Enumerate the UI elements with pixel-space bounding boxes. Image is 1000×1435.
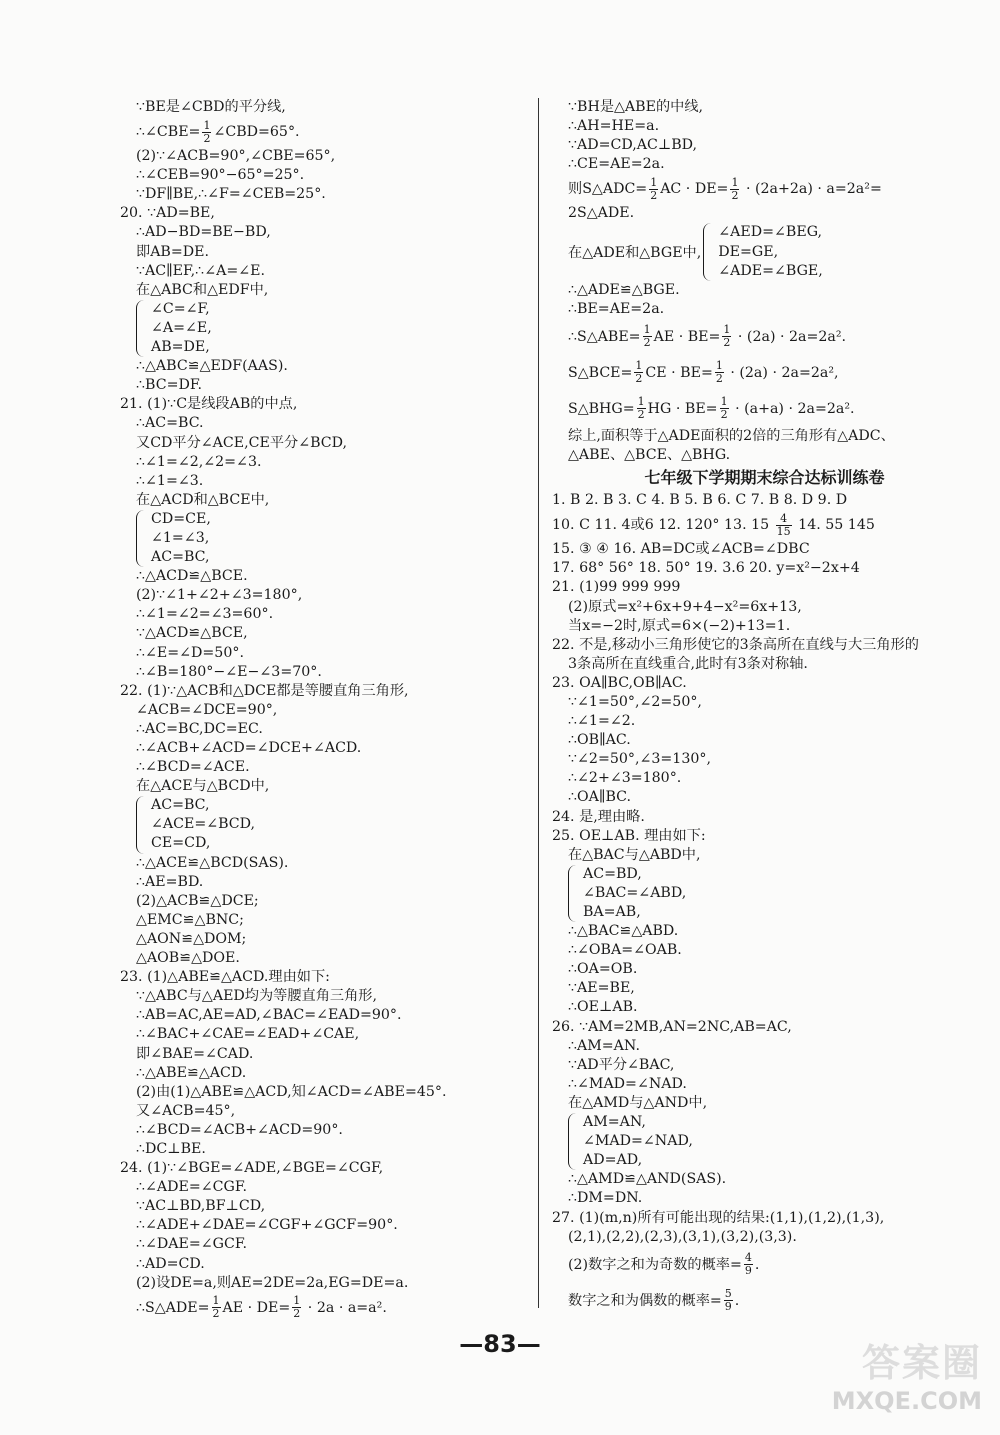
text-line <box>552 540 977 559</box>
line-text: ∴△ABE≌△ACD. <box>136 1064 247 1081</box>
fraction-denominator: 2 <box>203 131 211 145</box>
line-text: ∴∠ACB+∠ACD=∠DCE+∠ACD. <box>136 740 362 756</box>
line-text: ∵△ABC与△AED均为等腰直角三角形, <box>136 988 378 1005</box>
text-line <box>120 453 520 472</box>
section-title: 七年级下学期期末综合达标训练卷 <box>644 468 885 488</box>
line-text: (2)原式=x²+6x+9+4−x²=6x+13, <box>568 598 802 615</box>
line-text: 1. B 2. B 3. C 4. B 5. B 6. C 7. B 8. D 9. D <box>552 492 848 509</box>
text-line <box>552 636 977 655</box>
text-line <box>120 223 520 242</box>
text-line <box>120 949 520 968</box>
watermark-logo <box>832 1332 982 1415</box>
text-line <box>552 136 977 155</box>
line-text: ∵BE是∠CBD的平分线, <box>136 99 286 115</box>
line-text: ∴AB=AC,AE=AD,∠BAC=∠EAD=90°. <box>136 1007 402 1024</box>
system-row: AB=DE, <box>151 339 210 356</box>
line-text: S△BHG= <box>568 400 635 417</box>
line-text: . <box>734 1292 740 1309</box>
line-text: ∵AC⊥BD,BF⊥CD, <box>136 1198 266 1215</box>
line-text: ∴∠BAC+∠CAE=∠EAD+∠CAE, <box>136 1026 360 1043</box>
line-text: ∴∠BCD=∠ACE. <box>136 759 250 776</box>
line-text: ∴∠BCD=∠ACB+∠ACD=90°. <box>136 1121 343 1138</box>
text-line <box>120 98 520 117</box>
line-text: 则S△ADC= <box>568 181 648 198</box>
line-text: 在△BAC与△ABD中, <box>568 846 701 863</box>
line-text: 24. (1)∵∠BGE=∠ADE,∠BGE=∠CGF, <box>120 1160 384 1177</box>
system-row: DE=GE, <box>718 243 779 260</box>
line-text: ∴△ABC≌△EDF(AAS). <box>136 358 288 375</box>
text-line <box>120 854 520 873</box>
text-line <box>120 472 520 491</box>
line-text: 21. (1)99 999 999 <box>552 579 681 596</box>
line-text: 22. (1)∵△ACB和△DCE都是等腰直角三角形, <box>120 682 409 699</box>
text-line <box>552 750 977 769</box>
text-line <box>552 674 977 693</box>
text-line <box>552 655 977 674</box>
fraction-numerator: 1 <box>203 118 211 132</box>
fraction <box>715 360 724 385</box>
text-line <box>552 827 977 846</box>
text-line <box>552 391 977 427</box>
fraction <box>724 1288 733 1313</box>
fraction-numerator: 1 <box>637 395 645 409</box>
fraction <box>643 324 652 349</box>
text-line <box>552 998 977 1017</box>
fraction-denominator: 2 <box>720 408 728 422</box>
line-text: ∴∠B=180°−∠E−∠3=70°. <box>136 663 322 680</box>
fraction-numerator: 1 <box>720 395 728 409</box>
text-line <box>552 598 977 617</box>
line-text: (2)由(1)△ABE≌△ACD,知∠ACD=∠ABE=45°. <box>136 1083 447 1100</box>
fraction-numerator: 1 <box>293 1294 301 1308</box>
text-line <box>552 1056 977 1075</box>
line-text: (2)数字之和为奇数的概率= <box>568 1256 742 1273</box>
fraction <box>634 360 643 385</box>
text-line <box>120 701 520 720</box>
text-line <box>120 644 520 663</box>
text-line <box>552 559 977 578</box>
text-line <box>120 357 520 376</box>
text-line <box>120 147 520 166</box>
fraction-denominator: 2 <box>650 188 658 202</box>
text-line <box>552 355 977 391</box>
line-text: ∴△ACE≌△BCD(SAS). <box>136 854 289 871</box>
system-row: ∠1=∠3, <box>151 529 210 546</box>
text-line <box>552 204 977 223</box>
fraction-numerator: 1 <box>715 359 723 373</box>
system-row: ∠ACE=∠BCD, <box>151 816 256 833</box>
line-text: · (a+a) · 2a=2a². <box>730 400 855 417</box>
fraction <box>722 324 731 349</box>
system-row: CE=CD, <box>151 835 211 852</box>
fraction <box>292 1295 301 1320</box>
line-text: ∴∠1=∠3. <box>136 472 204 489</box>
text-line <box>552 446 977 465</box>
system-row: AD=AD, <box>583 1152 643 1169</box>
text-line <box>120 911 520 930</box>
line-text: ∴∠ADE+∠DAE=∠CGF+∠GCF=90°. <box>136 1217 398 1234</box>
line-text: 即∠BAE=∠CAD. <box>136 1045 254 1062</box>
line-text: ∴∠CEB=90°−65°=25°. <box>136 167 305 184</box>
fraction-numerator: 1 <box>650 175 658 189</box>
fraction-denominator: 2 <box>715 372 723 386</box>
text-line <box>120 204 520 223</box>
line-text: ∴△ADE≌△BGE. <box>568 281 680 298</box>
fraction-denominator: 2 <box>643 336 651 350</box>
line-text: ∴△BAC≌△ABD. <box>568 923 679 940</box>
line-text: ∠ACB=∠DCE=90°, <box>136 701 278 718</box>
text-line <box>120 1025 520 1044</box>
system-row: ∠C=∠F, <box>151 300 210 317</box>
line-text: ∴CE=AE=2a. <box>568 156 665 173</box>
text-line <box>120 166 520 185</box>
line-text: 2S△ADE. <box>568 205 635 222</box>
text-line <box>120 586 520 605</box>
fraction <box>776 513 792 538</box>
line-text: ∴∠2+∠3=180°. <box>568 770 682 787</box>
line-text: ∴OB∥AC. <box>568 732 631 749</box>
line-text: ∵AD=CD,AC⊥BD, <box>568 137 698 154</box>
text-line <box>120 758 520 777</box>
line-text: ∵△ACD≌△BCE, <box>136 625 248 642</box>
line-text: 25. OE⊥AB. 理由如下: <box>552 827 706 844</box>
fraction <box>637 396 646 421</box>
line-text: ∴BC=DF. <box>136 377 202 394</box>
fraction-denominator: 2 <box>293 1307 301 1321</box>
text-line <box>120 117 520 147</box>
line-text: 在△AMD与△AND中, <box>568 1094 708 1111</box>
text-line <box>120 1274 520 1293</box>
line-text: ∴∠MAD=∠NAD. <box>568 1075 687 1092</box>
fraction-numerator: 1 <box>723 323 731 337</box>
text-line <box>552 1228 977 1247</box>
watermark-line2: MXQE.COM <box>831 1387 982 1415</box>
line-text: ∵AD平分∠BAC, <box>568 1056 675 1073</box>
line-text: 23. OA∥BC,OB∥AC. <box>552 674 687 691</box>
system-row: ∠AED=∠BEG, <box>718 224 823 241</box>
line-text: 综上,面积等于△ADE面积的2倍的三角形有△ADC、 <box>568 427 895 444</box>
left-brace <box>568 1113 579 1170</box>
fraction <box>202 120 211 145</box>
text-line <box>552 117 977 136</box>
left-brace <box>136 300 147 357</box>
fraction-numerator: 1 <box>731 175 739 189</box>
fraction <box>649 177 658 202</box>
text-line <box>552 98 977 117</box>
equation-system <box>552 223 977 280</box>
line-text: 26. ∵AM=2MB,AN=2NC,AB=AC, <box>552 1018 792 1035</box>
line-text: AE · DE= <box>222 1299 291 1316</box>
text-line <box>552 174 977 204</box>
text-line <box>120 777 520 796</box>
line-text: ∴AE=BD. <box>136 873 204 890</box>
line-text: (2)设DE=a,则AE=2DE=2a,EG=DE=a. <box>136 1274 409 1291</box>
line-text: ∴∠E=∠D=50°. <box>136 644 244 661</box>
text-line <box>120 987 520 1006</box>
line-text: 14. 55 145 <box>793 517 875 534</box>
text-line <box>552 1283 977 1319</box>
line-text: ∴∠ADE=∠CGF. <box>136 1179 247 1196</box>
line-text: ∴∠1=∠2=∠3=60°. <box>136 606 274 623</box>
text-line <box>552 319 977 355</box>
fraction-numerator: 4 <box>776 513 792 526</box>
line-text: 10. C 11. 4或6 12. 120° 13. 15 <box>552 517 774 534</box>
equation-system <box>552 1113 977 1170</box>
text-line <box>552 846 977 865</box>
line-text: △ABE、△BCE、△BHG. <box>568 447 731 464</box>
left-column <box>120 98 520 1323</box>
line-text: ∴OA=OB. <box>568 961 638 978</box>
line-text: 20. ∵AD=BE, <box>120 205 215 222</box>
text-line <box>552 155 977 174</box>
text-line <box>120 892 520 911</box>
line-text: 21. (1)∵C是线段AB的中点, <box>120 396 298 413</box>
line-text: ∠CBD=65°. <box>213 124 300 141</box>
line-text: 即AB=DE. <box>136 243 209 260</box>
fraction <box>720 396 729 421</box>
text-line <box>120 281 520 300</box>
line-text: 17. 68° 56° 18. 50° 19. 3.6 20. y=x²−2x+4 <box>552 560 860 577</box>
column-divider <box>538 98 539 1308</box>
line-text: · 2a · a=a². <box>303 1299 387 1316</box>
text-line <box>120 1102 520 1121</box>
system-row: ∠ADE=∠BGE, <box>718 262 823 279</box>
text-line <box>120 1006 520 1025</box>
line-text: S△BCE= <box>568 364 633 381</box>
text-line <box>552 1037 977 1056</box>
system-row: AC=BC, <box>151 549 210 566</box>
system-row: BA=AB, <box>583 904 641 920</box>
text-line <box>552 960 977 979</box>
text-line <box>120 930 520 949</box>
text-line <box>120 1045 520 1064</box>
line-text: · (2a) · 2a=2a². <box>733 328 847 345</box>
text-line <box>120 1255 520 1274</box>
text-line <box>120 1083 520 1102</box>
line-text: ∴S△ADE= <box>136 1299 210 1316</box>
text-line <box>120 434 520 453</box>
fraction <box>212 1295 221 1320</box>
text-line <box>120 1159 520 1178</box>
right-column <box>552 98 977 1319</box>
fraction-denominator: 15 <box>776 524 791 538</box>
line-text: ∴∠CBE= <box>136 124 201 141</box>
text-line <box>552 617 977 636</box>
line-text: ∴∠OBA=∠OAB. <box>568 942 682 959</box>
line-text: ∴S△ABE= <box>568 328 641 345</box>
line-text: 3条高所在直线重合,此时有3条对称轴. <box>568 655 808 672</box>
line-text: ∴AC=BC. <box>136 415 204 432</box>
line-text: 又∠ACB=45°, <box>136 1102 236 1119</box>
line-text: 27. (1)(m,n)所有可能出现的结果:(1,1),(1,2),(1,3), <box>552 1209 885 1226</box>
fraction-denominator: 2 <box>212 1307 220 1321</box>
text-line <box>552 1247 977 1283</box>
line-text: ∴△AMD≌△AND(SAS). <box>568 1171 727 1188</box>
text-line <box>120 1197 520 1216</box>
line-text: ∴∠1=∠2. <box>568 713 636 730</box>
text-line <box>552 712 977 731</box>
left-brace <box>136 796 147 853</box>
line-text: △AON≌△DOM; <box>136 930 247 947</box>
line-text: 23. (1)△ABE≌△ACD.理由如下: <box>120 969 330 986</box>
text-line <box>552 510 977 540</box>
line-text: 24. 是,理由略. <box>552 808 645 825</box>
fraction-denominator: 2 <box>637 408 645 422</box>
text-line <box>120 1235 520 1254</box>
line-text: AC · DE= <box>660 181 729 198</box>
system-row: AM=AN, <box>583 1114 646 1131</box>
text-line <box>552 788 977 807</box>
text-line <box>552 693 977 712</box>
line-text: ∵∠1=50°,∠2=50°, <box>568 693 702 710</box>
text-line <box>552 281 977 300</box>
fraction <box>744 1252 753 1277</box>
line-text: · (2a+2a) · a=2a²= <box>741 181 882 198</box>
fraction-numerator: 1 <box>643 323 651 337</box>
fraction-numerator: 5 <box>724 1287 732 1301</box>
text-line <box>120 1140 520 1159</box>
text-line <box>552 1170 977 1189</box>
page-number: —83— <box>459 1330 541 1358</box>
text-line <box>552 1018 977 1037</box>
line-text: ∴AD=CD. <box>136 1255 205 1272</box>
text-line <box>552 578 977 597</box>
text-line <box>552 491 977 510</box>
text-line <box>120 605 520 624</box>
system-lead-text: 在△ADE和△BGE中, <box>568 245 702 262</box>
text-line <box>552 1189 977 1208</box>
line-text: ∴AH=HE=a. <box>568 118 660 135</box>
text-line <box>120 395 520 414</box>
line-text: (2)∵∠ACB=90°,∠CBE=65°, <box>136 148 336 165</box>
line-text: 当x=−2时,原式=6×(−2)+13=1. <box>568 617 791 634</box>
text-line <box>120 873 520 892</box>
fraction <box>730 177 739 202</box>
text-line <box>120 567 520 586</box>
text-line <box>120 1121 520 1140</box>
text-line <box>120 663 520 682</box>
equation-system <box>552 865 977 922</box>
fraction-denominator: 2 <box>723 336 731 350</box>
line-text: ∵DF∥BE,∴∠F=∠CEB=25°. <box>136 186 326 203</box>
fraction-numerator: 1 <box>635 359 643 373</box>
system-row: AC=BC, <box>151 797 210 814</box>
line-text: ∵AC∥EF,∴∠A=∠E. <box>136 262 265 279</box>
line-text: 在△ABC和△EDF中, <box>136 281 269 298</box>
text-line <box>120 414 520 433</box>
fraction-denominator: 2 <box>635 372 643 386</box>
fraction-numerator: 4 <box>744 1251 752 1265</box>
text-line <box>552 808 977 827</box>
system-row: ∠A=∠E, <box>151 319 212 336</box>
text-line <box>120 1178 520 1197</box>
line-text: 又CD平分∠ACE,CE平分∠BCD, <box>136 434 348 451</box>
equation-system <box>120 510 520 567</box>
line-text: ∴AC=BC,DC=EC. <box>136 720 263 737</box>
line-text: ∴∠DAE=∠GCF. <box>136 1236 247 1253</box>
text-line <box>552 1075 977 1094</box>
line-text: △AOB≌△DOE. <box>136 950 240 967</box>
text-line <box>120 968 520 987</box>
left-brace <box>703 223 714 280</box>
left-brace <box>136 510 147 567</box>
left-brace <box>568 865 579 922</box>
line-text: ∴AD−BD=BE−BD, <box>136 224 271 241</box>
text-line <box>120 1293 520 1323</box>
text-line <box>552 1209 977 1228</box>
line-text: ∴DC⊥BE. <box>136 1140 206 1157</box>
text-line <box>120 262 520 281</box>
line-text: ∵∠2=50°,∠3=130°, <box>568 751 711 768</box>
text-line <box>552 979 977 998</box>
system-row: ∠MAD=∠NAD, <box>583 1133 693 1150</box>
line-text: ∴BE=AE=2a. <box>568 300 665 317</box>
text-line <box>120 1216 520 1235</box>
fraction-denominator: 2 <box>731 188 739 202</box>
text-line <box>120 376 520 395</box>
line-text: ∵BH是△ABE的中线, <box>568 99 704 115</box>
text-line <box>120 739 520 758</box>
line-text: (2,1),(2,2),(2,3),(3,1),(3,2),(3,3). <box>568 1228 797 1245</box>
text-line <box>552 300 977 319</box>
text-line <box>552 922 977 941</box>
line-text: (2)△ACB≌△DCE; <box>136 892 259 909</box>
fraction-denominator: 9 <box>724 1300 732 1314</box>
line-text: ∴DM=DN. <box>568 1190 643 1207</box>
fraction-numerator: 1 <box>212 1294 220 1308</box>
text-line <box>552 941 977 960</box>
text-line <box>120 243 520 262</box>
text-line <box>120 491 520 510</box>
line-text: · (2a) · 2a=2a², <box>725 364 839 381</box>
text-line <box>552 427 977 446</box>
line-text: 22. 不是,移动小三角形使它的3条高所在直线与大三角形的 <box>552 636 919 653</box>
line-text: ∴△ACD≌△BCE. <box>136 568 248 585</box>
line-text: 在△ACE与△BCD中, <box>136 778 270 795</box>
text-line <box>120 720 520 739</box>
system-row: ∠BAC=∠ABD, <box>583 884 687 901</box>
equation-system <box>120 300 520 357</box>
line-text: AE · BE= <box>653 328 721 345</box>
text-line <box>552 1094 977 1113</box>
line-text: ∴OE⊥AB. <box>568 999 638 1016</box>
line-text: △EMC≌△BNC; <box>136 911 244 928</box>
text-line <box>120 682 520 701</box>
line-text: ∴∠1=∠2,∠2=∠3. <box>136 453 262 470</box>
line-text: 数字之和为偶数的概率= <box>568 1292 722 1309</box>
text-line <box>552 769 977 788</box>
equation-system <box>120 796 520 853</box>
line-text: 在△ACD和△BCE中, <box>136 491 270 508</box>
line-text: ∵AE=BE, <box>568 980 635 997</box>
text-line <box>120 185 520 204</box>
line-text: CE · BE= <box>645 364 713 381</box>
system-row: CD=CE, <box>151 510 211 527</box>
line-text: ∴OA∥BC. <box>568 789 632 806</box>
system-row: AC=BD, <box>583 865 642 882</box>
text-line <box>552 731 977 750</box>
line-text: HG · BE= <box>647 400 718 417</box>
text-line <box>120 1064 520 1083</box>
watermark-line1: 答案圈 <box>861 1341 982 1385</box>
text-line <box>120 624 520 643</box>
line-text: (2)∵∠1+∠2+∠3=180°, <box>136 587 303 604</box>
line-text: 15. ③ ④ 16. AB=DC或∠ACB=∠DBC <box>552 541 810 558</box>
fraction-denominator: 9 <box>744 1264 752 1278</box>
line-text: . <box>754 1256 760 1273</box>
line-text: ∴AM=AN. <box>568 1037 640 1054</box>
